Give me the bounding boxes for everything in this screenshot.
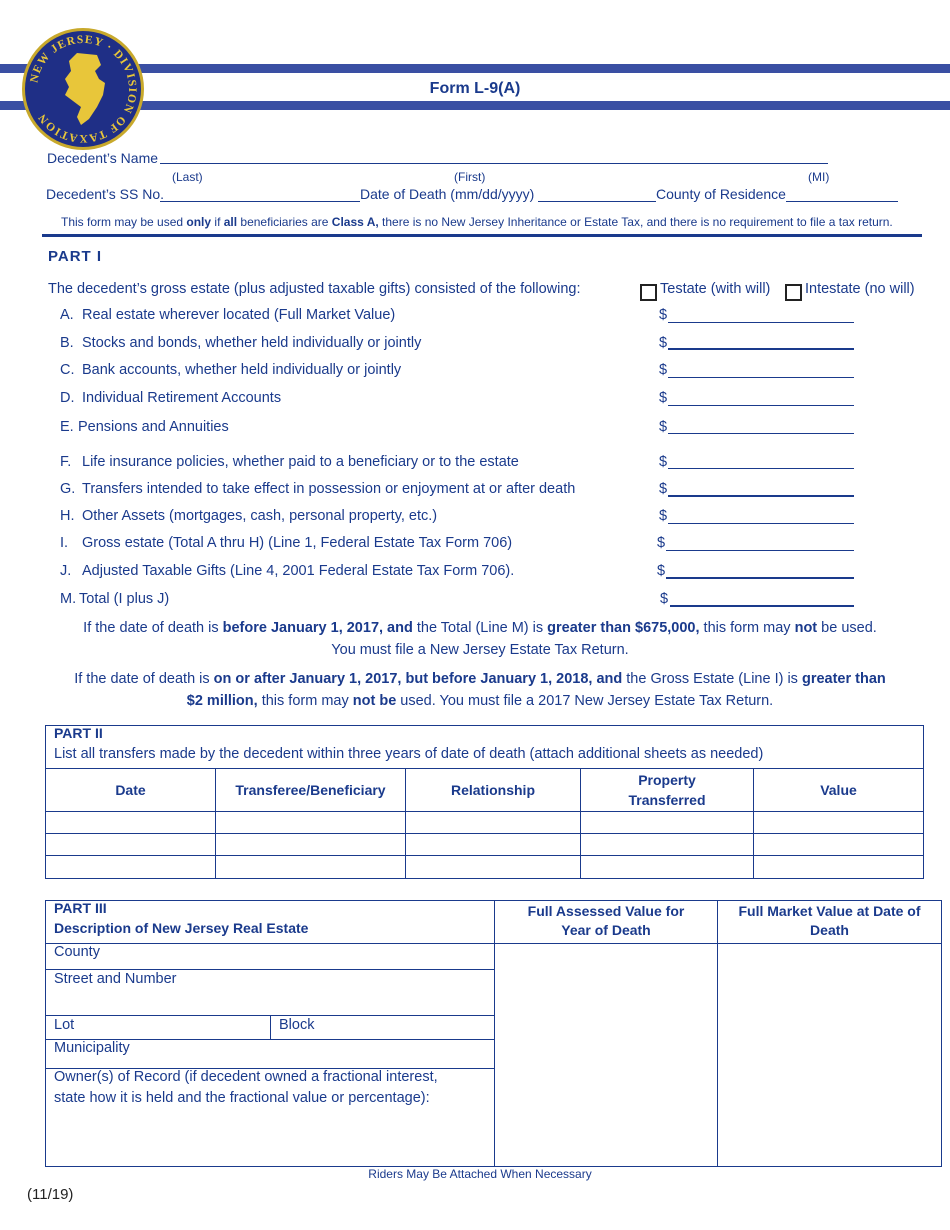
part2-row1-transferee[interactable] <box>215 811 406 834</box>
item-d-currency: $ <box>659 390 668 406</box>
item-a-amount[interactable] <box>668 322 854 323</box>
county-field[interactable] <box>45 943 495 970</box>
item-e: E. Pensions and Annuities <box>60 419 229 435</box>
item-d: D. Individual Retirement Accounts <box>60 390 282 406</box>
part2-subtitle: List all transfers made by the decedent within three years of date of death (attach additional sheets as needed) <box>54 746 764 762</box>
item-g-currency: $ <box>659 481 668 497</box>
owner-label-line1: Owner(s) of Record (if decedent owned a fractional interest, <box>54 1069 438 1085</box>
part2-row3-property[interactable] <box>580 855 754 879</box>
part2-col-date: Date <box>45 768 216 812</box>
part2-row1-relationship[interactable] <box>405 811 581 834</box>
item-e-amount[interactable] <box>668 433 854 434</box>
municipality-label: Municipality <box>54 1040 130 1056</box>
part2-row1-value[interactable] <box>753 811 924 834</box>
header-band-top <box>0 64 950 73</box>
item-j: J. Adjusted Taxable Gifts (Line 4, 2001 Federal Estate Tax Form 706). <box>60 563 515 579</box>
item-j-amount[interactable] <box>666 577 854 579</box>
decedent-name-label: Decedent’s Name <box>47 150 159 166</box>
part2-col-relationship: Relationship <box>405 768 581 812</box>
intestate-label: Intestate (no will) <box>805 281 915 297</box>
part1-title: PART I <box>48 248 103 265</box>
part2-col-value: Value <box>753 768 924 812</box>
rule-2017: If the date of death is on or after January 1, 2017, but before January 1, 2018, and the Gross Estate (Line I) is greater than $2 million, this form may not be used. You must file a 2017 New Jersey Estate Tax Return. <box>74 671 886 709</box>
lot-label: Lot <box>54 1017 75 1033</box>
item-g-amount[interactable] <box>668 495 854 497</box>
part2-row3-relationship[interactable] <box>405 855 581 879</box>
item-b: B. Stocks and bonds, whether held individually or jointly <box>60 335 422 351</box>
item-c-amount[interactable] <box>668 377 854 378</box>
part2-row2-property[interactable] <box>580 833 754 856</box>
part2-col-property: Property Transferred <box>580 768 754 812</box>
item-f: F. Life insurance policies, whether paid to a beneficiary or to the estate <box>60 454 519 470</box>
section-divider <box>42 234 922 237</box>
part1-intro: The decedent’s gross estate (plus adjusted taxable gifts) consisted of the following: <box>48 281 581 297</box>
part2-row1-date[interactable] <box>45 811 216 834</box>
item-f-currency: $ <box>659 454 668 470</box>
county-label: County <box>54 944 100 960</box>
item-m-currency: $ <box>660 591 669 607</box>
last-name-caption: (Last) <box>172 170 203 184</box>
part2-row3-date[interactable] <box>45 855 216 879</box>
item-e-currency: $ <box>659 419 668 435</box>
part3-market-value-field[interactable] <box>717 943 942 1167</box>
rule-before-2017: If the date of death is before January 1, 2017, and the Total (Line M) is greater than $675,000, this form may not be used. You must file a New Jersey Estate Tax Return. <box>83 620 877 658</box>
testate-label: Testate (with will) <box>660 281 771 297</box>
item-h: H. Other Assets (mortgages, cash, personal property, etc.) <box>60 508 438 524</box>
part2-row2-relationship[interactable] <box>405 833 581 856</box>
county-of-residence-label: County of Residence <box>656 186 786 202</box>
item-a: A. Real estate wherever located (Full Market Value) <box>60 307 396 323</box>
owner-label-line2: state how it is held and the fractional value or percentage): <box>54 1090 430 1106</box>
part2-row2-date[interactable] <box>45 833 216 856</box>
testate-checkbox[interactable] <box>640 284 657 301</box>
street-label: Street and Number <box>54 971 177 987</box>
class-a-notice: This form may be used only if all beneficiaries are Class A, there is no New Jersey Inheritance or Estate Tax, and there is no requirement to file a tax return. <box>61 215 893 229</box>
ssn-label: Decedent’s SS No. <box>46 186 165 202</box>
date-of-death-label: Date of Death (mm/dd/yyyy) <box>360 186 535 202</box>
riders-note: Riders May Be Attached When Necessary <box>368 1167 592 1181</box>
part3-col-assessed: Full Assessed Value for Year of Death <box>494 900 718 944</box>
part2-row2-value[interactable] <box>753 833 924 856</box>
item-i: I. Gross estate (Total A thru H) (Line 1, Federal Estate Tax Form 706) <box>60 535 513 551</box>
revision-date: (11/19) <box>27 1186 74 1203</box>
lot-field[interactable] <box>45 1015 271 1040</box>
intestate-checkbox[interactable] <box>785 284 802 301</box>
item-i-amount[interactable] <box>666 550 854 551</box>
form-title: Form L-9(A) <box>429 80 521 97</box>
item-b-currency: $ <box>659 335 668 351</box>
item-a-currency: $ <box>659 307 668 323</box>
part2-title: PART II <box>54 725 103 741</box>
part3-col-market: Full Market Value at Date of Death <box>717 900 942 944</box>
block-label: Block <box>279 1017 315 1033</box>
ssn-field[interactable] <box>160 201 360 202</box>
item-j-currency: $ <box>657 563 666 579</box>
item-b-amount[interactable] <box>668 348 854 350</box>
item-c: C. Bank accounts, whether held individually or jointly <box>60 362 402 378</box>
item-g: G. Transfers intended to take effect in possession or enjoyment at or after death <box>60 481 576 497</box>
part2-row1-property[interactable] <box>580 811 754 834</box>
part3-title: PART III <box>54 900 107 916</box>
item-m: M. Total (I plus J) <box>60 591 170 607</box>
part2-row3-value[interactable] <box>753 855 924 879</box>
item-h-currency: $ <box>659 508 668 524</box>
part2-row2-transferee[interactable] <box>215 833 406 856</box>
item-i-currency: $ <box>657 535 666 551</box>
item-f-amount[interactable] <box>668 468 854 469</box>
part3-assessed-value-field[interactable] <box>494 943 718 1167</box>
part2-col-transferee: Transferee/Beneficiary <box>215 768 406 812</box>
first-name-caption: (First) <box>454 170 486 184</box>
item-m-amount[interactable] <box>670 605 854 607</box>
date-of-death-field[interactable] <box>538 201 656 202</box>
seal-text: NEW JERSEY · DIVISION OF TAXATION <box>28 33 139 145</box>
part2-row3-transferee[interactable] <box>215 855 406 879</box>
county-of-residence-field[interactable] <box>786 201 898 202</box>
item-h-amount[interactable] <box>668 523 854 524</box>
decedent-name-field[interactable] <box>160 163 828 164</box>
middle-initial-caption: (MI) <box>808 170 830 184</box>
item-d-amount[interactable] <box>668 405 854 406</box>
item-c-currency: $ <box>659 362 668 378</box>
part3-subtitle: Description of New Jersey Real Estate <box>54 920 309 936</box>
